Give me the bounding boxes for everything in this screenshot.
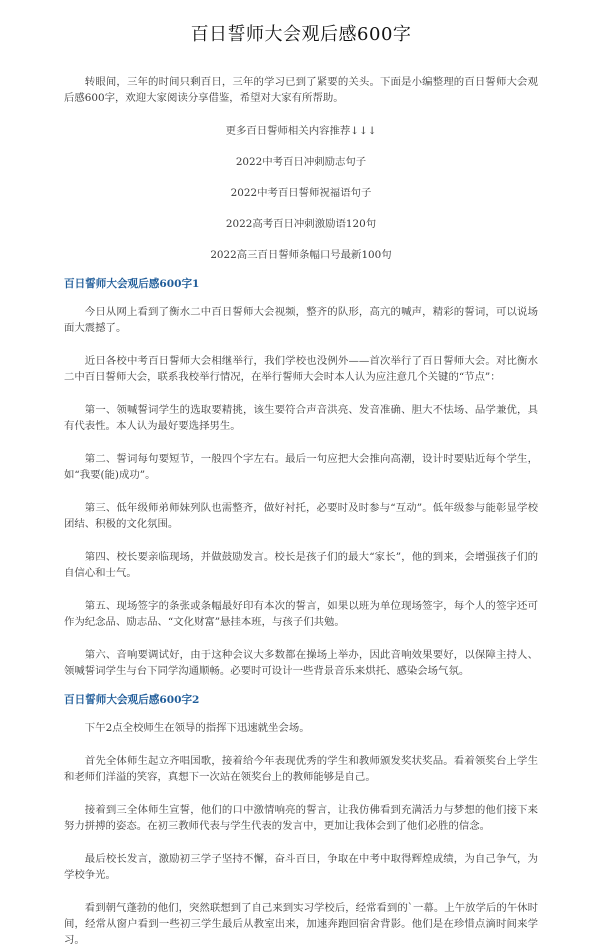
body-paragraph: 第六、音响要调试好，由于这种会议大多数都在操场上举办，因此音响效果要好，以保障主持人、领喊誓词学生与台下同学沟通顺畅。必要时可设计一些背景音乐来烘托、感染会场气氛。	[64, 649, 538, 677]
body-paragraph: 下午2点全校师生在领导的指挥下迅速就坐会场。	[84, 722, 310, 734]
recommended-links	[64, 123, 538, 263]
body-paragraph: 最后校长发言，激励初三学子坚持不懈，奋斗百日，争取在中考中取得辉煌成绩，为自己争气，为学校争光。	[64, 853, 538, 881]
more-content-label: 更多百日誓师相关内容推荐↓↓↓	[225, 125, 377, 137]
body-paragraph: 第二、誓词每句要短节，一般四个字左右。最后一句应把大会推向高潮，设计时要贴近每个学生，如“我要(能)成功”。	[64, 453, 538, 481]
body-paragraph: 接着到三全体师生宣誓，他们的口中激情响亮的誓言，让我仿佛看到充满活力与梦想的他们接下来努力拼搏的姿态。在初三教师代表与学生代表的发言中，更加让我体会到了他们必胜的信念。	[64, 804, 538, 832]
article-title: 百日誓师大会观后感600字	[190, 24, 412, 45]
section-2-heading: 百日誓师大会观后感600字2	[64, 694, 200, 706]
body-paragraph: 第四、校长要亲临现场，并做鼓励发言。校长是孩子们的最大“家长”，他的到来，会增强孩子们的自信心和士气。	[64, 551, 538, 579]
recommended-link[interactable]: 2022高三百日誓师条幅口号最新100句	[210, 249, 392, 261]
body-paragraph: 第一、领喊誓词学生的选取要精挑，该生要符合声音洪亮、发音准确、胆大不怯场、品学兼优，具有代表性。本人认为最好要选择男生。	[64, 404, 538, 432]
recommended-link[interactable]: 2022中考百日誓师祝福语句子	[230, 187, 372, 199]
body-paragraph: 第五、现场签字的条张或条幅最好印有本次的誓言，如果以班为单位现场签字，每个人的签字还可作为纪念品、励志品、“文化财富”悬挂本班，与孩子们共勉。	[64, 600, 538, 628]
body-paragraph: 看到朝气蓬勃的他们，突然联想到了自己来到实习学校后，经常看到的`一幕。上午放学后的午休时间，经常从窗户看到一些初三学生最后从教室出来，加速奔跑回宿舍背影。他们是在珍惜点滴时间来学习。	[64, 902, 538, 946]
intro-paragraph: 转眼间，三年的时间只剩百日，三年的学习已到了紧要的关头。下面是小编整理的百日誓师大会观后感600字，欢迎大家阅读分享借鉴，希望对大家有所帮助。	[64, 76, 538, 104]
body-paragraph: 今日从网上看到了衡水二中百日誓师大会视频，整齐的队形，高亢的喊声，精彩的誓词，可以说场面大震撼了。	[64, 306, 538, 334]
section-1-heading: 百日誓师大会观后感600字1	[64, 278, 200, 290]
body-paragraph: 近日各校中考百日誓师大会相继举行，我们学校也没例外——首次举行了百日誓师大会。对比衡水二中百日誓师大会，联系我校举行情况，在举行誓师大会时本人认为应注意几个关键的“节点”：	[64, 355, 538, 383]
body-paragraph: 第三、低年级师弟师妹列队也需整齐，做好衬托，必要时及时参与“互动”。低年级参与能彰显学校团结、积极的文化氛围。	[64, 502, 538, 530]
body-paragraph: 首先全体师生起立齐唱国歌，接着给今年表现优秀的学生和教师颁发奖状奖品。看着领奖台上学生和老师们洋溢的笑容，真想下一次站在领奖台上的教师能够是自己。	[64, 755, 538, 783]
recommended-link[interactable]: 2022中考百日冲刺励志句子	[235, 156, 367, 168]
recommended-link[interactable]: 2022高考百日冲刺激励语120句	[225, 218, 377, 230]
